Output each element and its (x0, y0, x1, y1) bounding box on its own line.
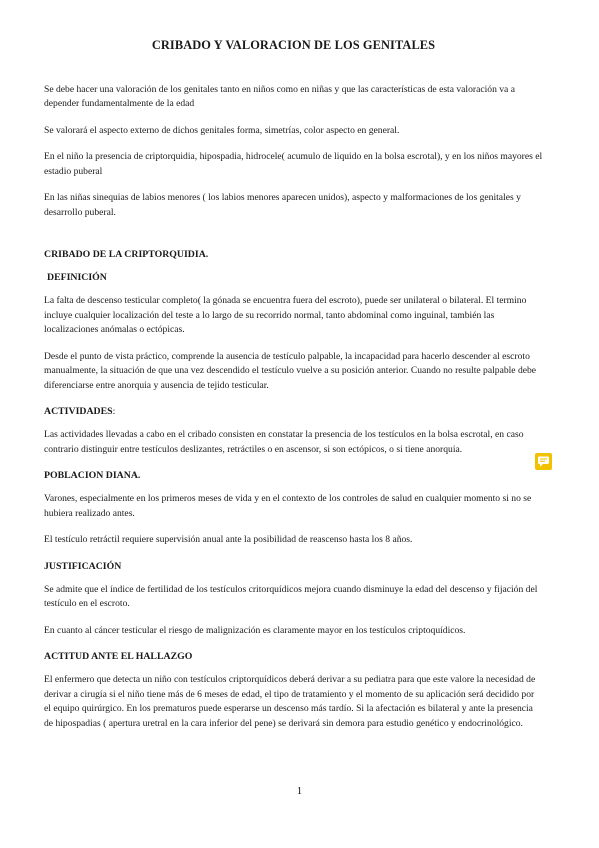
actividades-heading (44, 405, 543, 419)
section-spacer (44, 232, 543, 248)
justificacion-paragraph-1: Se admite que el índice de fertilidad de los testículos critorquídicos mejora cuando disminuye la edad del descenso y fijación del testículo en el escroto. (44, 583, 538, 609)
speech-bubble-icon (535, 453, 552, 470)
intro-paragraph-1: Se debe hacer una valoración de los genitales tanto en niños como en niñas y que las características de esta valoración va a depender fundamentalmente de la edad (44, 83, 515, 109)
poblacion-heading: POBLACION DIANA. (44, 470, 141, 481)
document-title: CRIBADO Y VALORACION DE LOS GENITALES (151, 38, 436, 52)
actividades-heading-text: ACTIVIDADES (44, 406, 113, 417)
intro-paragraph-4: En las niñas sinequias de labios menores ( los labios menores aparecen unidos), aspecto y malformaciones de los genitales y desarrollo puberal. (44, 192, 521, 218)
justificacion-heading: JUSTIFICACIÓN (44, 560, 122, 572)
page-number: 1 (297, 786, 302, 797)
definicion-paragraph-1: La falta de descenso testicular completo( la gónada se encuentra fuera del escroto), puede ser unilateral o bilateral. El termino incluye cualquier localización del teste a lo largo de su recorrido normal, tanto abdominal como inguinal, también las localizaciones anómalas o ectópicas. (44, 295, 527, 335)
definicion-heading: DEFINICIÓN (47, 272, 107, 283)
justificacion-paragraph-2: En cuanto al cáncer testicular el riesgo de malignización es claramente mayor en los testículos criptoquídicos. (44, 624, 466, 636)
poblacion-paragraph-2: El testículo retráctil requiere supervisión anual ante la posibilidad de reascenso hasta los 8 años. (44, 534, 413, 545)
poblacion-paragraph-1: Varones, especialmente en los primeros meses de vida y en el contexto de los controles de salud en cualquier momento si no se hubiera realizado antes. (44, 493, 532, 519)
actitud-paragraph-1: El enfermero que detecta un niño con testículos criptorquídicos deberá derivar a su pediatra para que este valore la necesidad de derivar a cirugía si el niño tiene más de 6 meses de edad, el tipo de tratamiento y el momento de su aplicación será decidido por el equipo quirúrgico. En los prematuros puede esperarse un descenso más tardío. Si la afectación es bilateral y ante la presencia de hipospadias ( apertura uretral en la cara inferior del pene) se derivará sin demora para estudio genético y endocrinológico. (44, 674, 536, 729)
actividades-paragraph-1: Las actividades llevadas a cabo en el cribado consisten en constatar la presencia de los testículos en la bolsa escrotal, en caso contrario distinguir entre testículos deslizantes, retráctiles o en ascensor, si son ectópicos, o si tiene anorquia. (44, 429, 524, 455)
definicion-paragraph-2: Desde el punto de vista práctico, comprende la ausencia de testículo palpable, la incapacidad para hacerlo descender al escroto manualmente, la situación de que una vez descendido el testículo vuelve a su posición anterior. Cuando no resulte palpable debe diferenciarse entre anorquia y ausencia de tejido testicular. (44, 350, 537, 391)
intro-paragraph-3: En el niño la presencia de criptorquidia, hipospadia, hidrocele( acumulo de liquido en la bolsa escrotal), y en los niños mayores el estadio puberal (44, 151, 543, 177)
actividades-heading-colon: : (112, 406, 116, 417)
comment-icon[interactable] (535, 453, 552, 470)
actitud-heading: ACTITUD ANTE EL HALLAZGO (44, 651, 193, 662)
section-title: CRIBADO DE LA CRIPTORQUIDIA. (44, 249, 209, 260)
intro-paragraph-2: Se valorará el aspecto externo de dichos genitales forma, simetrías, color aspecto en general. (44, 124, 400, 136)
